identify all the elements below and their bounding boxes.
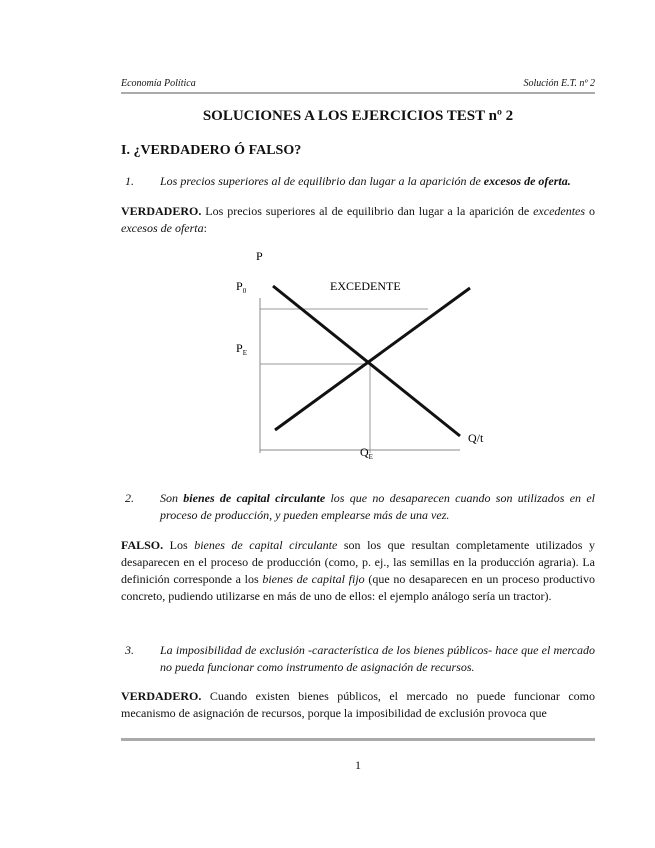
answer-text: o: [585, 204, 595, 218]
answer-1: [121, 203, 595, 237]
answer-emphasis: bienes de capital fijo: [262, 572, 365, 586]
answer-verdict: FALSO.: [121, 538, 164, 552]
answer-text: Los precios superiores al de equilibrio dan lugar a la aparición de: [201, 204, 534, 218]
page-title: SOLUCIONES A LOS EJERCICIOS TEST nº 2: [202, 108, 514, 124]
question-number: 1.: [125, 174, 134, 188]
page-header: [121, 78, 595, 92]
question-text: los que no desaparecen cuando son utilizados en el proceso de producción, y pueden emplearse más de una vez.: [160, 491, 596, 522]
answer-text: son los que resultan completamente utilizados y desaparecen en el proceso de producción (como, p. ej., las semillas en la producción agraria). La definición corresponde a los: [121, 538, 596, 586]
label-p0: $P_0$: [236, 279, 247, 295]
section-heading: I. ¿VERDADERO Ó FALSO?: [121, 143, 302, 158]
question-number: 2.: [125, 491, 134, 505]
answer-text: :: [203, 221, 207, 235]
answer-text: Los: [163, 538, 195, 552]
answer-emphasis: bienes de capital circulante: [194, 538, 338, 552]
question-emphasis: excesos de oferta.: [483, 174, 571, 188]
answer-emphasis: excedentes: [533, 204, 586, 218]
label-qe: $Q_E$: [360, 445, 373, 461]
answer-verdict: VERDADERO.: [121, 689, 202, 703]
header-rule: [121, 92, 595, 94]
footer-rule: [121, 738, 595, 741]
answer-2: [121, 537, 595, 605]
label-excedente: EXCEDENTE: [330, 279, 401, 293]
question-2: [121, 490, 595, 524]
header-right: Solución E.T. nº 2: [523, 78, 595, 89]
answer-text: (que no desaparecen en un proceso productivo concreto, pudiendo utilizarse en más de uno de ellos: el ejemplo análogo sería un tractor).: [121, 572, 595, 603]
question-3: [121, 642, 595, 676]
answer-emphasis: excesos de oferta: [121, 221, 204, 235]
supply-demand-diagram: [220, 240, 510, 470]
label-pe: $P_E$: [236, 341, 247, 357]
question-text: Los precios superiores al de equilibrio dan lugar a la aparición de: [160, 174, 484, 188]
answer-text: Cuando existen bienes públicos, el mercado no puede funcionar como mecanismo de asignación de recursos, porque la imposibilidad de exclusión provoca que: [121, 689, 595, 720]
page-number: 1: [355, 758, 361, 772]
label-qt: Q/t: [468, 431, 484, 445]
question-text: La imposibilidad de exclusión -característica de los bienes públicos- hace que el mercado no pueda funcionar como instrumento de asignación de recursos.: [160, 643, 595, 674]
header-left: Economía Política: [121, 78, 196, 89]
axis-label-p: P: [256, 249, 263, 263]
answer-verdict: VERDADERO.: [121, 204, 202, 218]
question-1: [121, 173, 595, 190]
question-number: 3.: [125, 643, 134, 657]
answer-3: [121, 688, 595, 722]
question-text: Son: [160, 491, 184, 505]
question-emphasis: bienes de capital circulante: [183, 491, 326, 505]
